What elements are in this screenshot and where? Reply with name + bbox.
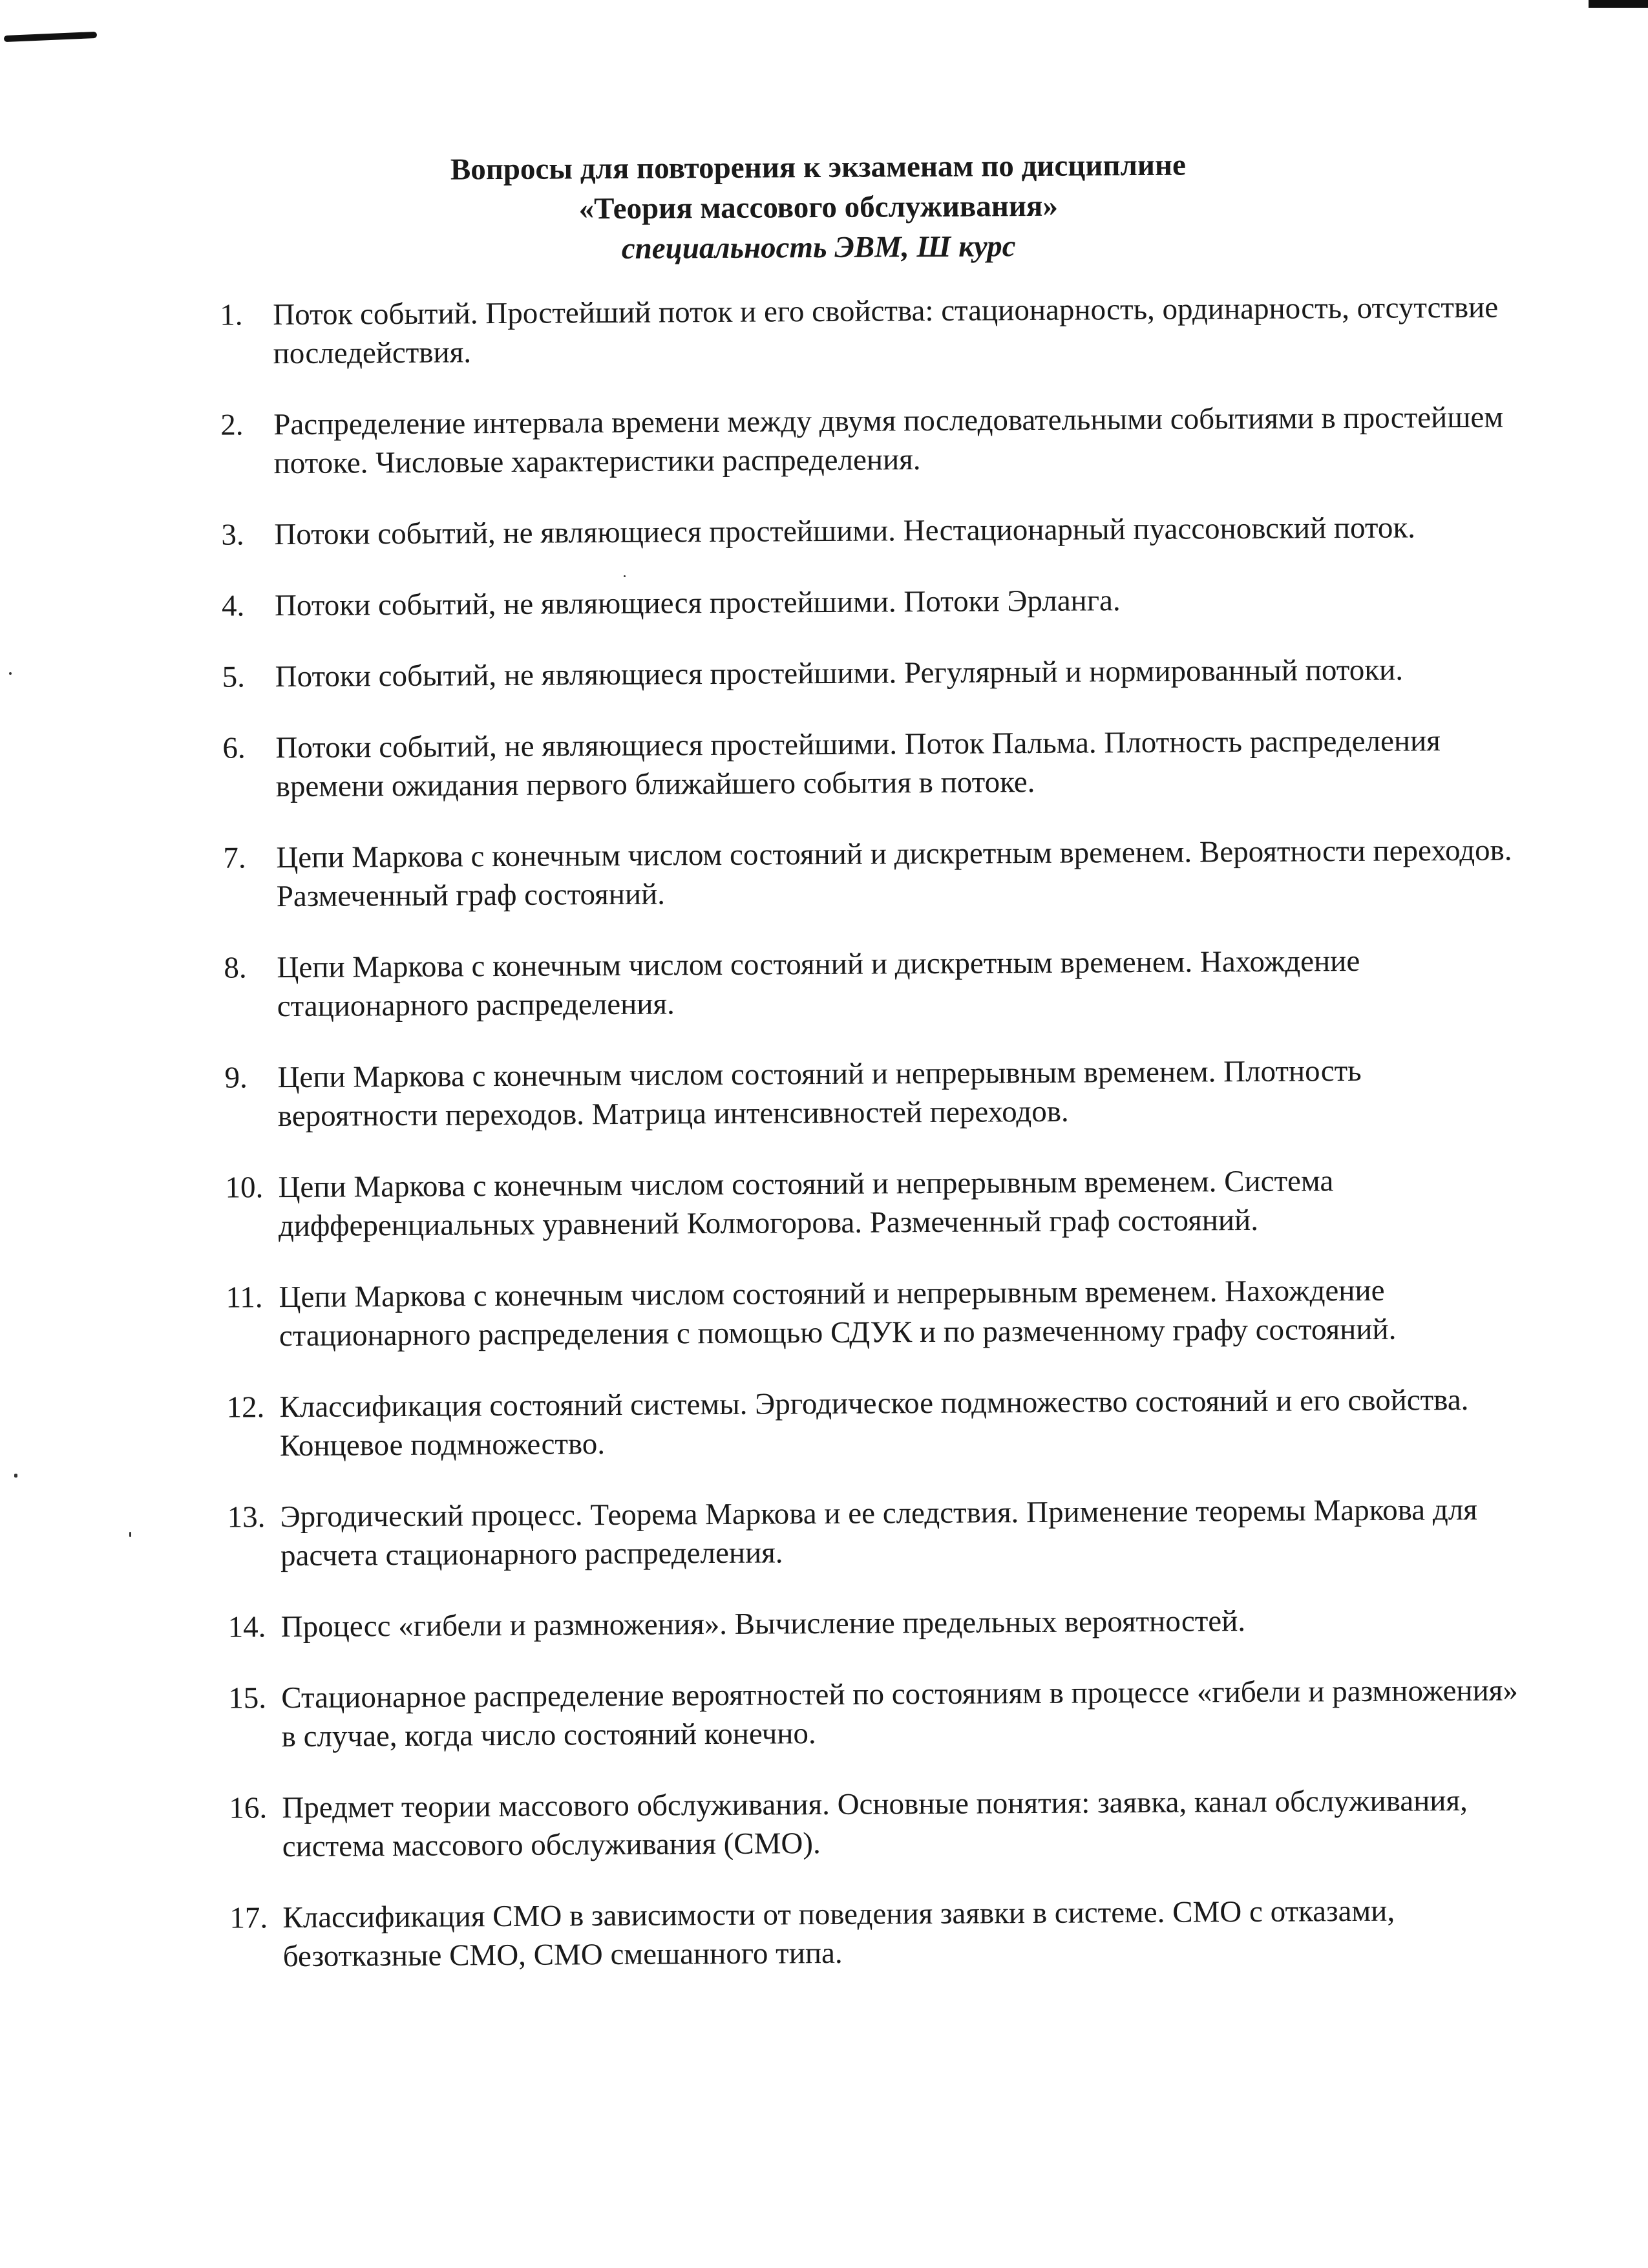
question-number: 11. — [226, 1280, 263, 1315]
question-item — [226, 1380, 1519, 1465]
question-number: 14. — [227, 1610, 266, 1644]
question-number: 6. — [222, 731, 246, 765]
document-heading — [0, 142, 1643, 273]
question-text: Цепи Маркова с конечным числом состояний и непрерывным временем. Нахождение стационарного распределения с помощью СДУК и по размеченному графу состояний. — [279, 1273, 1397, 1353]
question-text: Цепи Маркова с конечным числом состояний и дискретным временем. Вероятности переходов. Размеченный граф состояний. — [276, 833, 1512, 914]
question-number: 15. — [228, 1681, 267, 1715]
question-item — [228, 1671, 1521, 1756]
question-item — [222, 650, 1515, 696]
question-text: Потоки событий, не являющиеся простейшими. Регулярный и нормированный потоки. — [275, 653, 1404, 694]
question-item — [229, 1781, 1522, 1866]
question-item — [222, 721, 1516, 806]
question-number: 3. — [221, 518, 244, 552]
question-text: Цепи Маркова с конечным числом состояний и непрерывным временем. Система дифференциальных уравнений Колмогорова. Размеченный граф состояний. — [278, 1164, 1334, 1244]
question-text: Потоки событий, не являющиеся простейшими. Поток Пальма. Плотность распределения времени ожидания первого ближайшего события в потоке. — [275, 724, 1441, 804]
question-item — [223, 831, 1516, 916]
question-text: Классификация СМО в зависимости от поведения заявки в системе. СМО с отказами, безотказные СМО, СМО смешанного типа. — [282, 1894, 1395, 1974]
question-number: 1. — [220, 298, 243, 332]
question-text: Цепи Маркова с конечным числом состояний и непрерывным временем. Плотность вероятности переходов. Матрица интенсивностей переходов. — [277, 1054, 1362, 1134]
question-number: 16. — [229, 1791, 268, 1825]
question-text: Процесс «гибели и размножения». Вычисление предельных вероятностей. — [280, 1604, 1246, 1644]
question-text: Поток событий. Простейший поток и его свойства: стационарность, ординарность, отсутствие последействия. — [273, 290, 1499, 371]
question-item — [222, 578, 1514, 625]
question-number: 5. — [222, 660, 246, 694]
question-number: 2. — [220, 408, 244, 442]
question-number: 17. — [229, 1901, 268, 1935]
questions-list — [220, 288, 1523, 2008]
question-item — [225, 1160, 1518, 1245]
specialty-course: специальность ЭВМ, Ш курс — [621, 229, 1016, 266]
question-number: 12. — [226, 1390, 265, 1425]
question-item — [220, 397, 1514, 483]
question-text: Классификация состояний системы. Эргодическое подмножество состояний и его свойства. Концевое подмножество. — [279, 1383, 1469, 1463]
question-item — [226, 1270, 1519, 1355]
document-title: Вопросы для повторения к экзаменам по дисциплине — [450, 148, 1187, 187]
question-item — [220, 288, 1513, 373]
question-text: Предмет теории массового обслуживания. Основные понятия: заявка, канал обслуживания, система массового обслуживания (СМО). — [282, 1783, 1468, 1864]
question-number: 10. — [225, 1171, 264, 1205]
question-item — [221, 507, 1514, 554]
question-text: Цепи Маркова с конечным числом состояний и дискретным временем. Нахождение стационарного распределения. — [277, 944, 1360, 1024]
question-number: 4. — [221, 589, 245, 623]
question-text: Потоки событий, не являющиеся простейшими. Нестационарный пуассоновский поток. — [274, 511, 1416, 552]
question-text: Распределение интервала времени между двумя последовательными событиями в простейшем потоке. Числовые характеристики распределения. — [273, 400, 1504, 481]
question-number: 9. — [224, 1061, 248, 1095]
question-number: 8. — [224, 951, 247, 985]
question-item — [224, 1050, 1517, 1136]
question-item — [227, 1490, 1520, 1575]
question-text: Потоки событий, не являющиеся простейшими. Потоки Эрланга. — [274, 584, 1121, 623]
question-item — [227, 1600, 1520, 1646]
question-number: 13. — [227, 1500, 266, 1534]
question-item — [229, 1891, 1523, 1976]
discipline-title: «Теория массового обслуживания» — [578, 189, 1059, 226]
question-text: Стационарное распределение вероятностей по состояниям в процессе «гибели и размножения» в случае, когда число состояний конечно. — [281, 1673, 1518, 1754]
question-number: 7. — [223, 841, 246, 875]
question-item — [224, 940, 1517, 1026]
question-text: Эргодический процесс. Теорема Маркова и ее следствия. Применение теоремы Маркова для расчета стационарного распределения. — [280, 1492, 1477, 1573]
